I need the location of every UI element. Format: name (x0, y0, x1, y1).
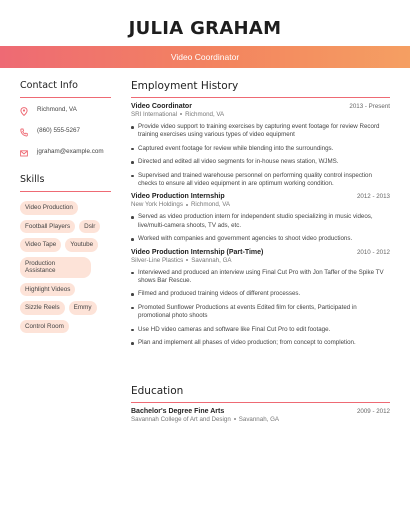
skill-tag: Video Tape (20, 238, 61, 252)
job-entry (131, 249, 390, 348)
role-title: Video Coordinator (170, 52, 240, 62)
job-bullet: Served as video production intern for independent studio specializing in music videos, live/multi-camera shoots, TV ads, etc. (131, 213, 390, 230)
job-company: Silver-Line Plastics (131, 256, 184, 264)
contact-email-text[interactable]: jgraham@example.com (37, 148, 104, 155)
job-bullet: Directed and edited all video segments for in-house news station, WJMS. (131, 158, 390, 166)
job-bullet: Captured event footage for review while blending into the surroundings. (131, 145, 390, 153)
job-dates: 2010 - 2012 (356, 248, 390, 256)
skills-list (20, 201, 111, 338)
contact-list (20, 106, 111, 160)
degree-title: Bachelor's Degree Fine Arts (131, 408, 225, 415)
job-bullet: Filmed and produced training videos of different processes. (131, 290, 390, 298)
job-bullet: Supervised and trained warehouse personnel on performing quality control inspection checks to ensure all video equipment in are optimum working condition. (131, 172, 390, 189)
job-bullets (131, 269, 390, 348)
job-location: Richmond, VA (185, 111, 225, 118)
skill-tag: Sizzle Reels (20, 301, 65, 315)
separator-dot (186, 204, 188, 206)
job-title: Video Production Internship (Part-Time) (131, 248, 264, 256)
separator-dot (186, 259, 188, 261)
job-employer (131, 257, 390, 264)
contact-phone (20, 127, 111, 139)
phone-icon (20, 128, 28, 137)
sidebar (20, 80, 111, 338)
contact-phone-text: (860) 555-5267 (37, 127, 81, 134)
role-banner (0, 46, 410, 68)
job-employer (131, 111, 390, 118)
job-entry (131, 193, 390, 243)
job-company: New York Holdings (131, 201, 183, 209)
location-pin-icon (20, 107, 28, 116)
job-bullet: Worked with companies and government agencies to shoot video productions. (131, 235, 390, 243)
contact-heading: Contact Info (20, 80, 111, 98)
job-dates: 2012 - 2013 (356, 193, 390, 201)
separator-dot (180, 113, 182, 115)
job-dates: 2013 - Present (349, 103, 390, 110)
skill-tag: Highlight Videos (20, 283, 75, 297)
job-bullets (131, 213, 390, 243)
job-bullet: Promoted Sunflower Productions at events Edited film for clients, Participated in promotional photo shoots (131, 304, 390, 321)
education-section (131, 385, 390, 423)
job-company: SRI International (131, 111, 178, 118)
school-name: Savannah College of Art and Design (131, 416, 231, 423)
employment-heading: Employment History (131, 80, 390, 98)
skill-tag: Control Room (20, 320, 69, 334)
education-school-line (131, 416, 390, 423)
job-title: Video Coordinator (131, 103, 192, 110)
email-icon (20, 149, 28, 158)
job-bullet: Interviewed and produced an interview using Final Cut Pro with Jon Taffer of the Spike TV shows Bar Rescue. (131, 269, 390, 286)
job-entry (131, 103, 390, 188)
job-bullet: Plan and implement all phases of video production; from concept to completion. (131, 339, 390, 347)
skills-heading: Skills (20, 174, 111, 192)
skill-tag: Dslr (79, 220, 100, 234)
skill-tag: Production Assistance (20, 257, 91, 278)
contact-location (20, 106, 111, 118)
employment-section (131, 80, 390, 353)
job-bullet: Provide video support to training exercises by capturing event footage for review Record training exercises using various types of video equipment (131, 123, 390, 140)
candidate-name: JULIA GRAHAM (128, 18, 282, 39)
job-location: Richmond, VA (190, 201, 231, 209)
education-heading: Education (131, 385, 390, 403)
school-location: Savannah, GA (238, 416, 280, 423)
skill-tag: Football Players (20, 220, 75, 234)
job-employer (131, 201, 390, 208)
job-bullets (131, 123, 390, 188)
job-bullet: Use HD video cameras and software like Final Cut Pro to edit footage. (131, 326, 390, 334)
contact-location-text: Richmond, VA (37, 106, 77, 113)
skill-tag: Video Production (20, 201, 78, 215)
education-entry (131, 408, 390, 423)
job-location: Savannah, GA (191, 256, 232, 264)
contact-email[interactable] (20, 148, 111, 160)
education-dates: 2009 - 2012 (356, 408, 390, 415)
job-title: Video Production Internship (131, 193, 225, 201)
skill-tag: Emmy (69, 301, 97, 315)
skill-tag: Youtube (65, 238, 98, 252)
separator-dot (234, 418, 236, 420)
